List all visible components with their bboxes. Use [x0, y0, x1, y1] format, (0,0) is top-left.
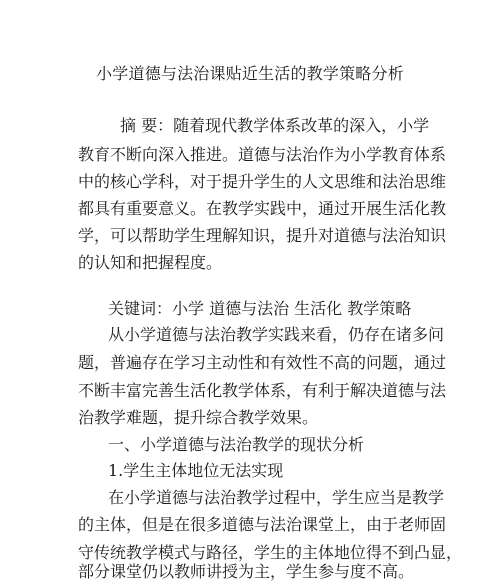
- body-line: 从小学道德与法治教学实践来看，仍存在诸多问: [108, 325, 445, 344]
- subsection-heading: 1.学生主体地位无法实现: [108, 461, 284, 480]
- body-line: 治教学难题，提升综合教学效果。: [78, 408, 319, 427]
- abstract-line: 的认知和把握程度。: [78, 253, 223, 272]
- body-line: 守传统教学模式与路径，学生的主体地位得不到凸显，: [78, 543, 463, 562]
- body-line: 的主体，但是在很多道德与法治课堂上，由于老师固: [78, 515, 447, 534]
- section-heading: 一、小学道德与法治教学的现状分析: [108, 435, 365, 454]
- body-line: 题，普遍存在学习主动性和有效性不高的问题，通过: [78, 353, 447, 372]
- abstract-line: 教育不断向深入推进。道德与法治作为小学教育体系: [78, 145, 447, 164]
- document-title: 小学道德与法治课贴近生活的教学策略分析: [96, 64, 404, 83]
- body-line: 部分课堂仍以教师讲授为主，学生参与度不高。: [78, 562, 415, 581]
- body-line: 在小学道德与法治教学过程中，学生应当是教学: [108, 488, 445, 507]
- abstract-line: 学，可以帮助学生理解知识，提升对道德与法治知识: [78, 226, 447, 245]
- body-line: 不断丰富完善生活化教学体系，有利于解决道德与法: [78, 381, 447, 400]
- keywords-line: 关键词：小学 道德与法治 生活化 教学策略: [108, 299, 412, 318]
- abstract-line: 摘 要：随着现代教学体系改革的深入，小学: [120, 116, 430, 135]
- abstract-line: 中的核心学科，对于提升学生的人文思维和法治思维: [78, 172, 447, 191]
- abstract-line: 都具有重要意义。在教学实践中，通过开展生活化教: [78, 199, 447, 218]
